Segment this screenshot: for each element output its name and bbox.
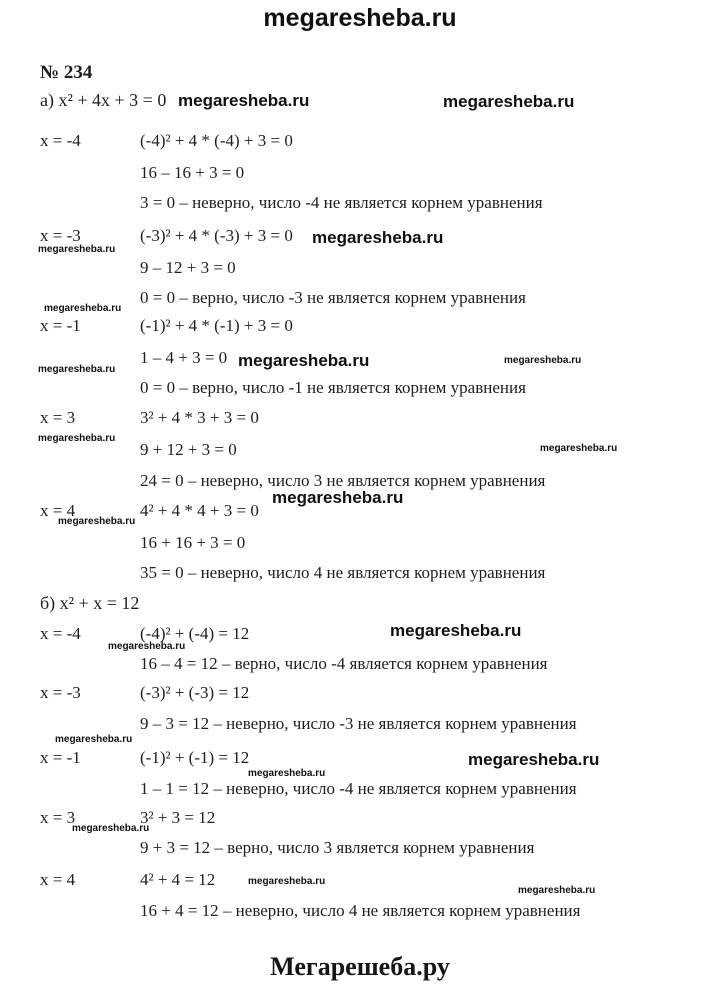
equation-line: 4² + 4 = 12 [140, 870, 216, 889]
watermark: megaresheba.ru [38, 244, 116, 255]
row-label: x = -1 [40, 748, 81, 767]
watermark: megaresheba.ru [72, 823, 150, 834]
equation-line: (-3)² + 4 * (-3) + 3 = 0 [140, 226, 293, 245]
watermark: megaresheba.ru [38, 433, 116, 444]
watermark: megaresheba.ru [468, 750, 600, 769]
computation-line: 9 – 12 + 3 = 0 [140, 258, 236, 277]
equation-line: 3² + 4 * 3 + 3 = 0 [140, 408, 259, 427]
computation-line: 16 + 16 + 3 = 0 [140, 533, 246, 552]
equation-line: (-4)² + 4 * (-4) + 3 = 0 [140, 131, 293, 150]
watermark: megaresheba.ru [238, 351, 370, 370]
conclusion-line: 0 = 0 – верно, число -3 не является корнем уравнения [140, 288, 526, 307]
watermark: megaresheba.ru [108, 641, 186, 652]
row-label: x = 3 [40, 808, 76, 827]
part-b-heading: б) x² + x = 12 [40, 593, 140, 613]
row-label: x = 3 [40, 408, 76, 427]
watermark: megaresheba.ru [504, 355, 582, 366]
equation-line: (-1)² + 4 * (-1) + 3 = 0 [140, 316, 293, 335]
watermark: megaresheba.ru [44, 303, 122, 314]
watermark: megaresheba.ru [518, 885, 596, 896]
watermark: megaresheba.ru [272, 488, 404, 507]
conclusion-line: 16 + 4 = 12 – неверно, число 4 не является корнем уравнения [140, 901, 581, 920]
watermark: megaresheba.ru [312, 228, 444, 247]
computation-line: 16 – 16 + 3 = 0 [140, 163, 245, 182]
row-label: x = 4 [40, 501, 76, 520]
watermark: megaresheba.ru [248, 876, 326, 887]
conclusion-line: 9 – 3 = 12 – неверно, число -3 не является корнем уравнения [140, 714, 577, 733]
equation-line: (-4)² + (-4) = 12 [140, 624, 250, 643]
conclusion-line: 9 + 3 = 12 – верно, число 3 является корнем уравнения [140, 838, 535, 857]
watermark: megaresheba.ru [390, 621, 522, 640]
part-a-heading: а) x² + 4x + 3 = 0 [40, 90, 167, 110]
site-logo-footer: Мегарешеба.ру [270, 952, 450, 981]
watermark: megaresheba.ru [38, 364, 116, 375]
equation-line: 4² + 4 * 4 + 3 = 0 [140, 501, 259, 520]
equation-line: 3² + 3 = 12 [140, 808, 216, 827]
row-label: x = -1 [40, 316, 81, 335]
watermark: megaresheba.ru [55, 734, 133, 745]
problem-number: № 234 [40, 62, 93, 83]
equation-line: (-1)² + (-1) = 12 [140, 748, 250, 767]
watermark: megaresheba.ru [540, 443, 618, 454]
equation-line: (-3)² + (-3) = 12 [140, 683, 250, 702]
row-label: x = -3 [40, 683, 81, 702]
conclusion-line: 35 = 0 – неверно, число 4 не является корнем уравнения [140, 563, 546, 582]
conclusion-line: 1 – 1 = 12 – неверно, число -4 не является корнем уравнения [140, 779, 577, 798]
watermark-header: megaresheba.ru [263, 4, 457, 32]
watermark: megaresheba.ru [248, 768, 326, 779]
row-label: x = -4 [40, 624, 81, 643]
conclusion-line: 24 = 0 – неверно, число 3 не является корнем уравнения [140, 471, 546, 490]
watermark: megaresheba.ru [443, 92, 575, 111]
conclusion-line: 16 – 4 = 12 – верно, число -4 является корнем уравнения [140, 654, 548, 673]
computation-line: 1 – 4 + 3 = 0 [140, 348, 228, 367]
row-label: x = -3 [40, 226, 81, 245]
watermark: megaresheba.ru [58, 516, 136, 527]
conclusion-line: 0 = 0 – верно, число -1 не является корнем уравнения [140, 378, 526, 397]
computation-line: 9 + 12 + 3 = 0 [140, 440, 237, 459]
row-label: x = -4 [40, 131, 81, 150]
conclusion-line: 3 = 0 – неверно, число -4 не является корнем уравнения [140, 193, 543, 212]
watermark: megaresheba.ru [178, 91, 310, 110]
row-label: x = 4 [40, 870, 76, 889]
